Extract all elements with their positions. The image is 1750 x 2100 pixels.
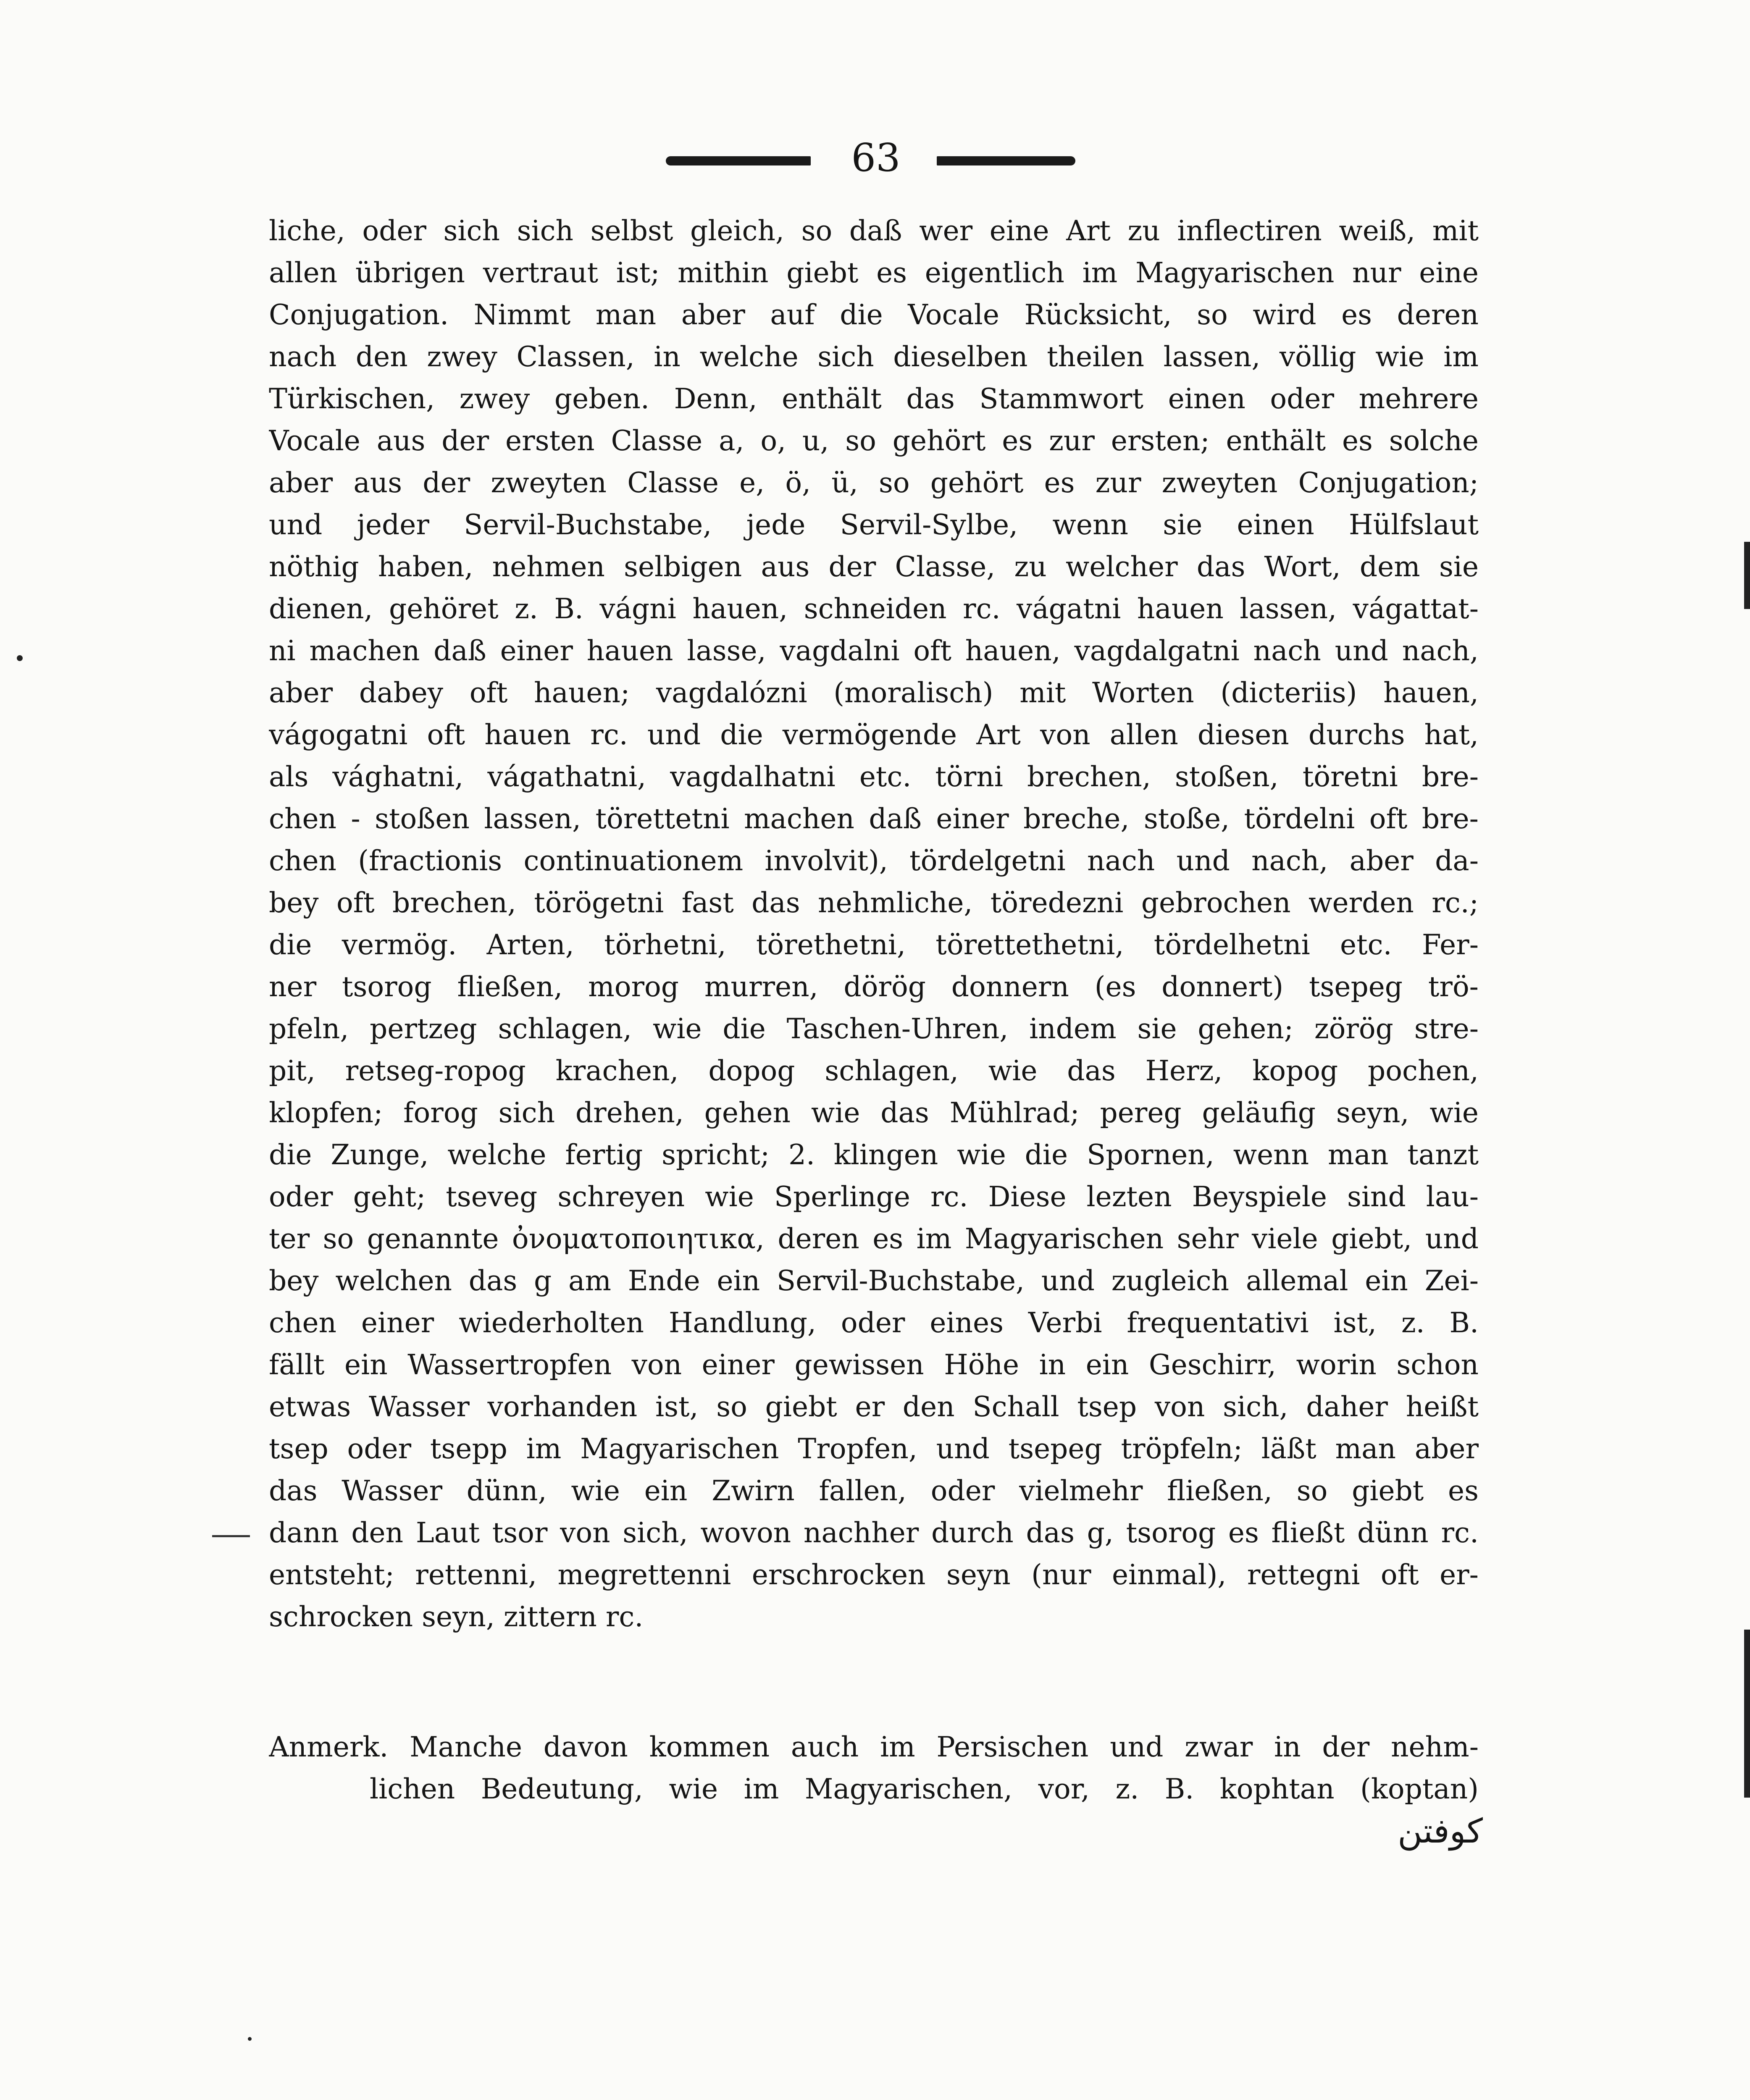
text-line: und jeder Servil-Buchstabe, jede Servil-Sylbe, wenn sie einen Hülfslaut (269, 509, 1479, 541)
text-line: ni machen daß einer hauen lasse, vagdalni oft hauen, vagdalgatni nach und nach, (269, 635, 1479, 667)
text-line: die Zunge, welche fertig spricht; 2. klingen wie die Spornen, wenn man tanzt (269, 1139, 1479, 1171)
arabic-script-word: کوفتن (1398, 1811, 1483, 1851)
text-line: etwas Wasser vorhanden ist, so giebt er den Schall tsep von sich, daher heißt (269, 1391, 1479, 1423)
text-line: tsep oder tsepp im Magyarischen Tropfen, und tsepeg tröpfeln; läßt man aber (269, 1433, 1479, 1465)
text-line: schrocken seyn, zittern rc. (269, 1601, 644, 1633)
text-line: oder geht; tseveg schreyen wie Sperlinge rc. Diese lezten Beyspiele sind lau- (269, 1181, 1479, 1213)
text-line: pit, retseg-ropog krachen, dopog schlagen, wie das Herz, kopog pochen, (269, 1055, 1479, 1087)
text-line: vágogatni oft hauen rc. und die vermögende Art von allen diesen durchs hat, (269, 719, 1479, 751)
text-line: allen übrigen vertraut ist; mithin giebt es eigentlich im Magyarischen nur eine (269, 257, 1479, 289)
text-line: klopfen; forog sich drehen, gehen wie das Mühlrad; pereg geläufig seyn, wie (269, 1097, 1479, 1129)
text-line: chen (fractionis continuationem involvit), tördelgetni nach und nach, aber da- (269, 845, 1479, 877)
text-line: nöthig haben, nehmen selbigen aus der Classe, zu welcher das Wort, dem sie (269, 551, 1479, 583)
text-line: Vocale aus der ersten Classe a, o, u, so gehört es zur ersten; enthält es solche (269, 425, 1479, 457)
scan-speck (17, 655, 23, 661)
margin-dash (212, 1535, 250, 1537)
text-line: fällt ein Wassertropfen von einer gewissen Höhe in ein Geschirr, worin schon (269, 1349, 1479, 1381)
text-line: chen - stoßen lassen, törettetni machen daß einer breche, stoße, tördelni oft bre- (269, 803, 1479, 835)
text-line: entsteht; rettenni, megrettenni erschrocken seyn (nur einmal), rettegni oft er- (269, 1559, 1479, 1591)
body-text (269, 210, 1479, 1638)
text-line: Türkischen, zwey geben. Denn, enthält das Stammwort einen oder mehrere (269, 383, 1479, 415)
text-line: bey oft brechen, törögetni fast das nehmliche, töredezni gebrochen werden rc.; (269, 887, 1479, 919)
scan-speck (248, 2037, 252, 2041)
header-rule-right (937, 156, 1075, 165)
text-line: Conjugation. Nimmt man aber auf die Vocale Rücksicht, so wird es deren (269, 299, 1479, 331)
note-line: Anmerk. Manche davon kommen auch im Persischen und zwar in der nehm- (269, 1731, 1479, 1763)
text-line: als vághatni, vágathatni, vagdalhatni etc. törni brechen, stoßen, töretni bre- (269, 761, 1479, 793)
text-line: liche, oder sich sich selbst gleich, so daß wer eine Art zu inflectiren weiß, mit (269, 215, 1479, 247)
annotation-note (269, 1726, 1479, 1810)
text-line: dienen, gehöret z. B. vágni hauen, schneiden rc. vágatni hauen lassen, vágattat- (269, 593, 1479, 625)
text-line: dann den Laut tsor von sich, wovon nachher durch das g, tsorog es fließt dünn rc. (269, 1517, 1479, 1549)
note-line: lichen Bedeutung, wie im Magyarischen, vor, z. B. kophtan (koptan) (370, 1773, 1479, 1805)
text-line: ter so genannte ὀνοματοποιητικα, deren es im Magyarischen sehr viele giebt, und (269, 1223, 1479, 1255)
text-line: aber dabey oft hauen; vagdalózni (moralisch) mit Worten (dicteriis) hauen, (269, 677, 1479, 709)
scan-edge-mark (1744, 1630, 1750, 1798)
text-line: chen einer wiederholten Handlung, oder eines Verbi frequentativi ist, z. B. (269, 1307, 1479, 1339)
text-line: pfeln, pertzeg schlagen, wie die Taschen-Uhren, indem sie gehen; zörög stre- (269, 1013, 1479, 1045)
header-rule-left (666, 156, 811, 165)
text-line: das Wasser dünn, wie ein Zwirn fallen, oder vielmehr fließen, so giebt es (269, 1475, 1479, 1507)
text-line: aber aus der zweyten Classe e, ö, ü, so gehört es zur zweyten Conjugation; (269, 467, 1479, 499)
text-line: die vermög. Arten, törhetni, törethetni, törettethetni, tördelhetni etc. Fer- (269, 929, 1479, 961)
text-line: ner tsorog fließen, morog murren, dörög donnern (es donnert) tsepeg trö- (269, 971, 1479, 1003)
scan-edge-mark (1744, 542, 1750, 609)
text-line: bey welchen das g am Ende ein Servil-Buchstabe, und zugleich allemal ein Zei- (269, 1265, 1479, 1297)
page-number: 63 (851, 135, 901, 180)
text-line: nach den zwey Classen, in welche sich dieselben theilen lassen, völlig wie im (269, 341, 1479, 373)
